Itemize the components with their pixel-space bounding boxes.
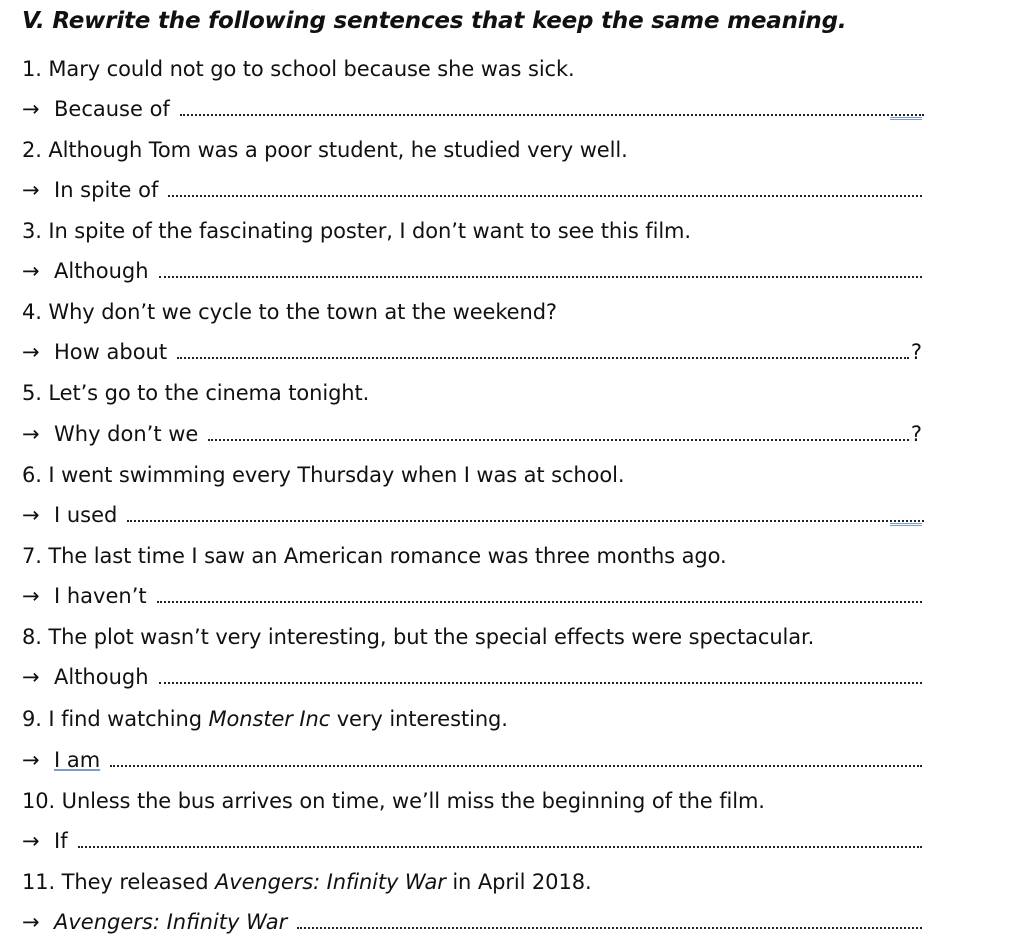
question-9-title: Monster Inc bbox=[208, 707, 331, 731]
question-8: 8. The plot wasn’t very interesting, but the special effects were spectacular. bbox=[22, 625, 815, 649]
answer-line-9[interactable] bbox=[22, 743, 922, 777]
answer-prompt-3: Although bbox=[54, 259, 149, 283]
question-3: 3. In spite of the fascinating poster, I don’t want to see this film. bbox=[22, 219, 691, 243]
answer-prompt-1: Because of bbox=[54, 97, 170, 121]
answer-prompt-7: I haven’t bbox=[54, 584, 147, 608]
answer-line-3[interactable] bbox=[22, 254, 922, 288]
answer-blank-5[interactable] bbox=[208, 439, 908, 441]
answer-line-7[interactable] bbox=[22, 579, 922, 613]
answer-prompt-6: I used bbox=[54, 503, 118, 527]
arrow-icon: → bbox=[22, 422, 40, 446]
answer-prompt-9: I am bbox=[54, 748, 101, 772]
answer-line-1[interactable] bbox=[22, 92, 922, 126]
answer-blank-4[interactable] bbox=[177, 357, 909, 359]
question-1: 1. Mary could not go to school because she was sick. bbox=[22, 57, 575, 81]
arrow-icon: → bbox=[22, 178, 40, 202]
question-7: 7. The last time I saw an American romance was three months ago. bbox=[22, 544, 727, 568]
answer-blank-1[interactable] bbox=[180, 114, 924, 116]
question-4: 4. Why don’t we cycle to the town at the weekend? bbox=[22, 300, 557, 324]
answer-prompt-5: Why don’t we bbox=[54, 422, 199, 446]
arrow-icon: → bbox=[22, 748, 40, 772]
question-11 bbox=[22, 865, 922, 899]
answer-blank-6[interactable] bbox=[127, 520, 924, 522]
answer-blank-9[interactable] bbox=[110, 765, 922, 767]
question-5: 5. Let’s go to the cinema tonight. bbox=[22, 381, 370, 405]
question-9-end: very interesting. bbox=[330, 707, 508, 731]
answer-prompt-8: Although bbox=[54, 665, 149, 689]
answer-blank-11[interactable] bbox=[297, 927, 922, 929]
answer-line-8[interactable] bbox=[22, 660, 922, 694]
answer-line-4[interactable] bbox=[22, 335, 922, 369]
answer-blank-3[interactable] bbox=[159, 276, 922, 278]
answer-prompt-10: If bbox=[54, 829, 68, 853]
answer-line-2[interactable] bbox=[22, 173, 922, 207]
question-11-end: in April 2018. bbox=[445, 870, 592, 894]
answer-line-11[interactable] bbox=[22, 905, 922, 939]
question-9-start: 9. I find watching bbox=[22, 707, 209, 731]
answer-blank-8[interactable] bbox=[159, 682, 922, 684]
arrow-icon: → bbox=[22, 259, 40, 283]
answer-prompt-11: Avengers: Infinity War bbox=[54, 910, 288, 934]
answer-end-4: ? bbox=[910, 340, 922, 364]
question-2: 2. Although Tom was a poor student, he studied very well. bbox=[22, 138, 628, 162]
question-11-title: Avengers: Infinity War bbox=[215, 870, 446, 894]
arrow-icon: → bbox=[22, 829, 40, 853]
arrow-icon: → bbox=[22, 584, 40, 608]
answer-blank-2[interactable] bbox=[168, 195, 922, 197]
answer-blank-7[interactable] bbox=[157, 601, 922, 603]
answer-line-10[interactable] bbox=[22, 824, 922, 858]
question-9 bbox=[22, 702, 922, 736]
question-6: 6. I went swimming every Thursday when I was at school. bbox=[22, 463, 625, 487]
answer-line-6[interactable] bbox=[22, 498, 922, 532]
answer-line-5[interactable] bbox=[22, 417, 922, 451]
spellcheck-underline bbox=[890, 117, 922, 120]
arrow-icon: → bbox=[22, 503, 40, 527]
arrow-icon: → bbox=[22, 340, 40, 364]
spellcheck-underline bbox=[890, 523, 922, 526]
answer-prompt-4: How about bbox=[54, 340, 168, 364]
arrow-icon: → bbox=[22, 665, 40, 689]
question-10: 10. Unless the bus arrives on time, we’ll miss the beginning of the film. bbox=[22, 789, 765, 813]
arrow-icon: → bbox=[22, 97, 40, 121]
exercise-heading: V. Rewrite the following sentences that keep the same meaning. bbox=[22, 8, 847, 34]
answer-prompt-2: In spite of bbox=[54, 178, 159, 202]
answer-end-5: ? bbox=[910, 422, 922, 446]
answer-blank-10[interactable] bbox=[78, 846, 922, 848]
arrow-icon: → bbox=[22, 910, 40, 934]
question-11-start: 11. They released bbox=[22, 870, 216, 894]
